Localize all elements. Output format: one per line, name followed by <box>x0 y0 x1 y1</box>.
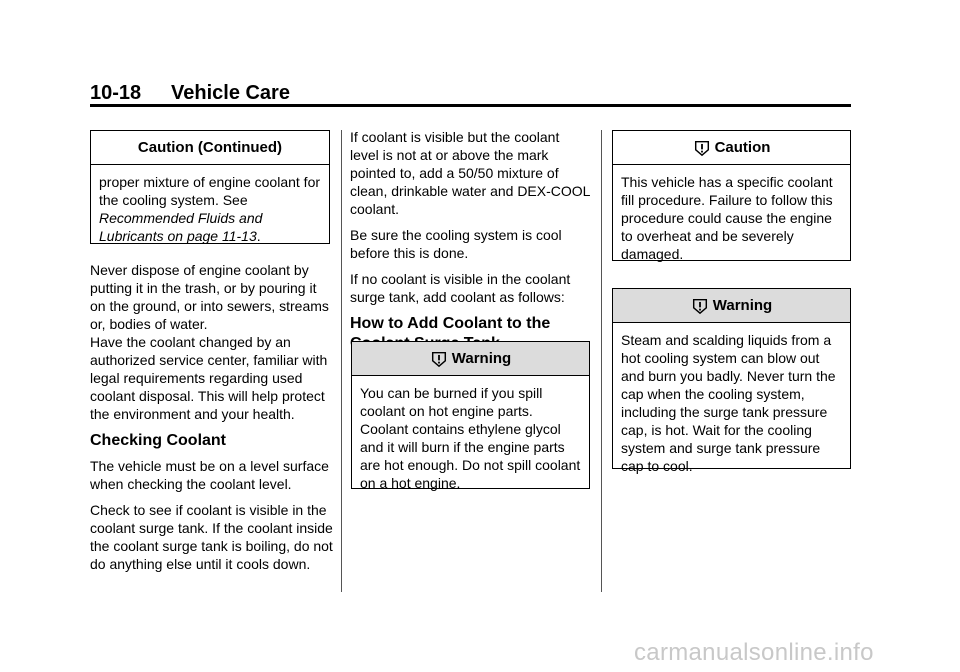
warning-title-bar-steam <box>613 289 850 323</box>
level-paragraph: The vehicle must be on a level surface when checking the coolant level. <box>90 458 329 492</box>
header-rule <box>90 104 851 107</box>
warning-body-steam: Steam and scalding liquids from a hot cooling system can blow out and burn you badly. Never turn the cap when the cooling system, including the surge tank pressure cap, is hot. Wait for the cooling system and surge tank pressure cap to cool. <box>621 332 836 474</box>
warning-title: Warning <box>451 350 512 367</box>
warning-title-bar <box>352 342 589 376</box>
warning-title-steam: Warning <box>712 297 773 314</box>
warning-icon <box>691 297 709 315</box>
column-1-text <box>90 261 334 581</box>
cool-paragraph: Be sure the cooling system is cool before this is done. <box>350 227 562 261</box>
checking-coolant-heading: Checking Coolant <box>90 432 227 449</box>
dispose-paragraph: Never dispose of engine coolant by putting it in the trash, or by pouring it on the ground, or into sewers, streams or, bodies of water. <box>90 262 329 332</box>
caution-title-bar <box>613 131 850 165</box>
column-2-text <box>350 128 590 354</box>
add-coolant-heading: How to Add Coolant to the <box>350 315 551 332</box>
section-title: Vehicle Care <box>171 82 290 104</box>
caution-continued-body <box>91 165 329 245</box>
service-paragraph: Have the coolant changed by an authorized service center, familiar with legal requirements regarding used coolant disposal. This will help protect the environment and your health. <box>90 334 328 422</box>
check-paragraph: Check to see if coolant is visible in the coolant surge tank. If the coolant inside the coolant surge tank is boiling, do not do anything else until it cools down. <box>90 502 333 572</box>
not-visible-paragraph: If no coolant is visible in the coolant surge tank, add coolant as follows: <box>350 271 571 305</box>
warning-body: You can be burned if you spill coolant on hot engine parts. Coolant contains ethylene glycol and it will burn if the engine parts are hot enough. Do not spill coolant on a hot engine. <box>360 385 581 491</box>
recommended-fluids-link[interactable]: Recommended Fluids and Lubricants on page 11-13 <box>99 210 263 244</box>
caution-continued-text: proper mixture of engine coolant for the cooling system. See <box>99 174 321 208</box>
caution-box <box>612 130 851 261</box>
visible-paragraph: If coolant is visible but the coolant level is not at or above the mark pointed to, add a 50/50 mixture of clean, drinkable water and DEX-COOL coolant. <box>350 129 590 217</box>
caution-title: Caution <box>714 139 771 156</box>
watermark: carmanualsonline.info <box>634 639 874 666</box>
caution-icon <box>693 139 711 157</box>
warning-box-steam <box>612 288 851 474</box>
column-divider-1 <box>341 130 342 592</box>
page-header <box>90 82 850 104</box>
caution-continued-box <box>90 130 330 244</box>
caution-body: This vehicle has a specific coolant fill procedure. Failure to follow this procedure could cause the engine to overheat and be severely damaged. <box>621 174 833 262</box>
warning-box-burn <box>351 341 590 489</box>
warning-icon <box>430 350 448 368</box>
caution-continued-title: Caution (Continued) <box>91 131 329 165</box>
page-number: 10-18 <box>90 82 142 104</box>
link-suffix: . <box>256 228 261 244</box>
column-divider-2 <box>601 130 602 592</box>
